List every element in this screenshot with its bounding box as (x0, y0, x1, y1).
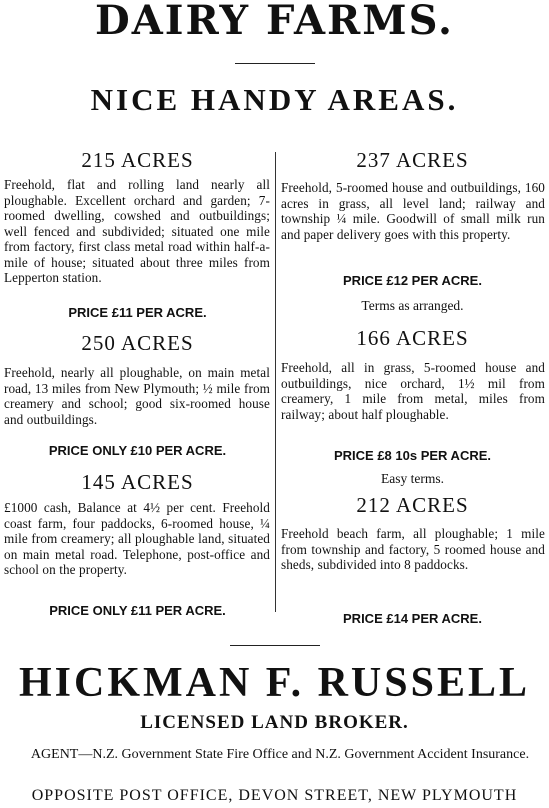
listing-description: Freehold, 5-roomed house and outbuildings, 160 acres in grass, all level land; railway and township ¼ mile. Goodwill of small milk run and paper delivery goes with this property. (281, 180, 545, 242)
listing-heading: 215 ACRES (81, 148, 194, 172)
office-address: OPPOSITE POST OFFICE, DEVON STREET, NEW PLYMOUTH (31, 787, 518, 804)
footer-divider (230, 645, 320, 646)
listing-heading: 166 ACRES (356, 326, 469, 350)
listing-heading: 212 ACRES (356, 493, 469, 517)
listing-description: £1000 cash, Balance at 4½ per cent. Freehold coast farm, four paddocks, 6-roomed house, ¼ mile from creamery; all ploughable land, situated on main metal road. Telephone, post-office and school on the property. (4, 500, 270, 577)
broker-title: LICENSED LAND BROKER. (140, 712, 409, 733)
broker-name: HICKMAN F. RUSSELL (18, 660, 531, 706)
listing-price: PRICE £14 PER ACRE. (343, 611, 482, 626)
header-divider (235, 63, 315, 64)
listing-heading: 145 ACRES (81, 470, 194, 494)
page-subtitle: NICE HANDY AREAS. (90, 82, 459, 117)
listing-terms: Easy terms. (381, 471, 444, 486)
listing-description: Freehold, flat and rolling land nearly all ploughable. Excellent orchard and garden; 7-roomed dwelling, cowshed and outbuildings; well fenced and subdivided; situated one mile from factory, first class metal road within half-a-mile of house; situated about three miles from Lepperton station. (4, 177, 270, 285)
column-divider (275, 152, 276, 612)
page-title: DAIRY FARMS. (95, 0, 454, 44)
listing-description: Freehold, all in grass, 5-roomed house and outbuildings, nice orchard, 1½ mil from creamery, 1 mile from metal, miles from railway; about half ploughable. (281, 360, 545, 422)
listing-price: PRICE £8 10s PER ACRE. (333, 448, 492, 463)
listing-description: Freehold, nearly all ploughable, on main metal road, 13 miles from New Plymouth; ½ mile from creamery and school; good six-roomed house and outbuildings. (4, 365, 270, 427)
listing-heading: 237 ACRES (356, 148, 469, 172)
listing-heading: 250 ACRES (81, 331, 194, 355)
listing-price: PRICE ONLY £10 PER ACRE. (48, 443, 227, 458)
listing-description: Freehold beach farm, all ploughable; 1 mile from township and factory, 5 roomed house and sheds, subdivided into 8 paddocks. (281, 526, 545, 572)
listing-price: PRICE ONLY £11 PER ACRE. (49, 603, 226, 618)
listing-price: PRICE £12 PER ACRE. (343, 273, 482, 288)
listing-price: PRICE £11 PER ACRE. (68, 305, 207, 320)
agent-line: AGENT—N.Z. Government State Fire Office and N.Z. Government Accident Insurance. (30, 747, 530, 762)
listing-terms: Terms as arranged. (361, 298, 464, 313)
